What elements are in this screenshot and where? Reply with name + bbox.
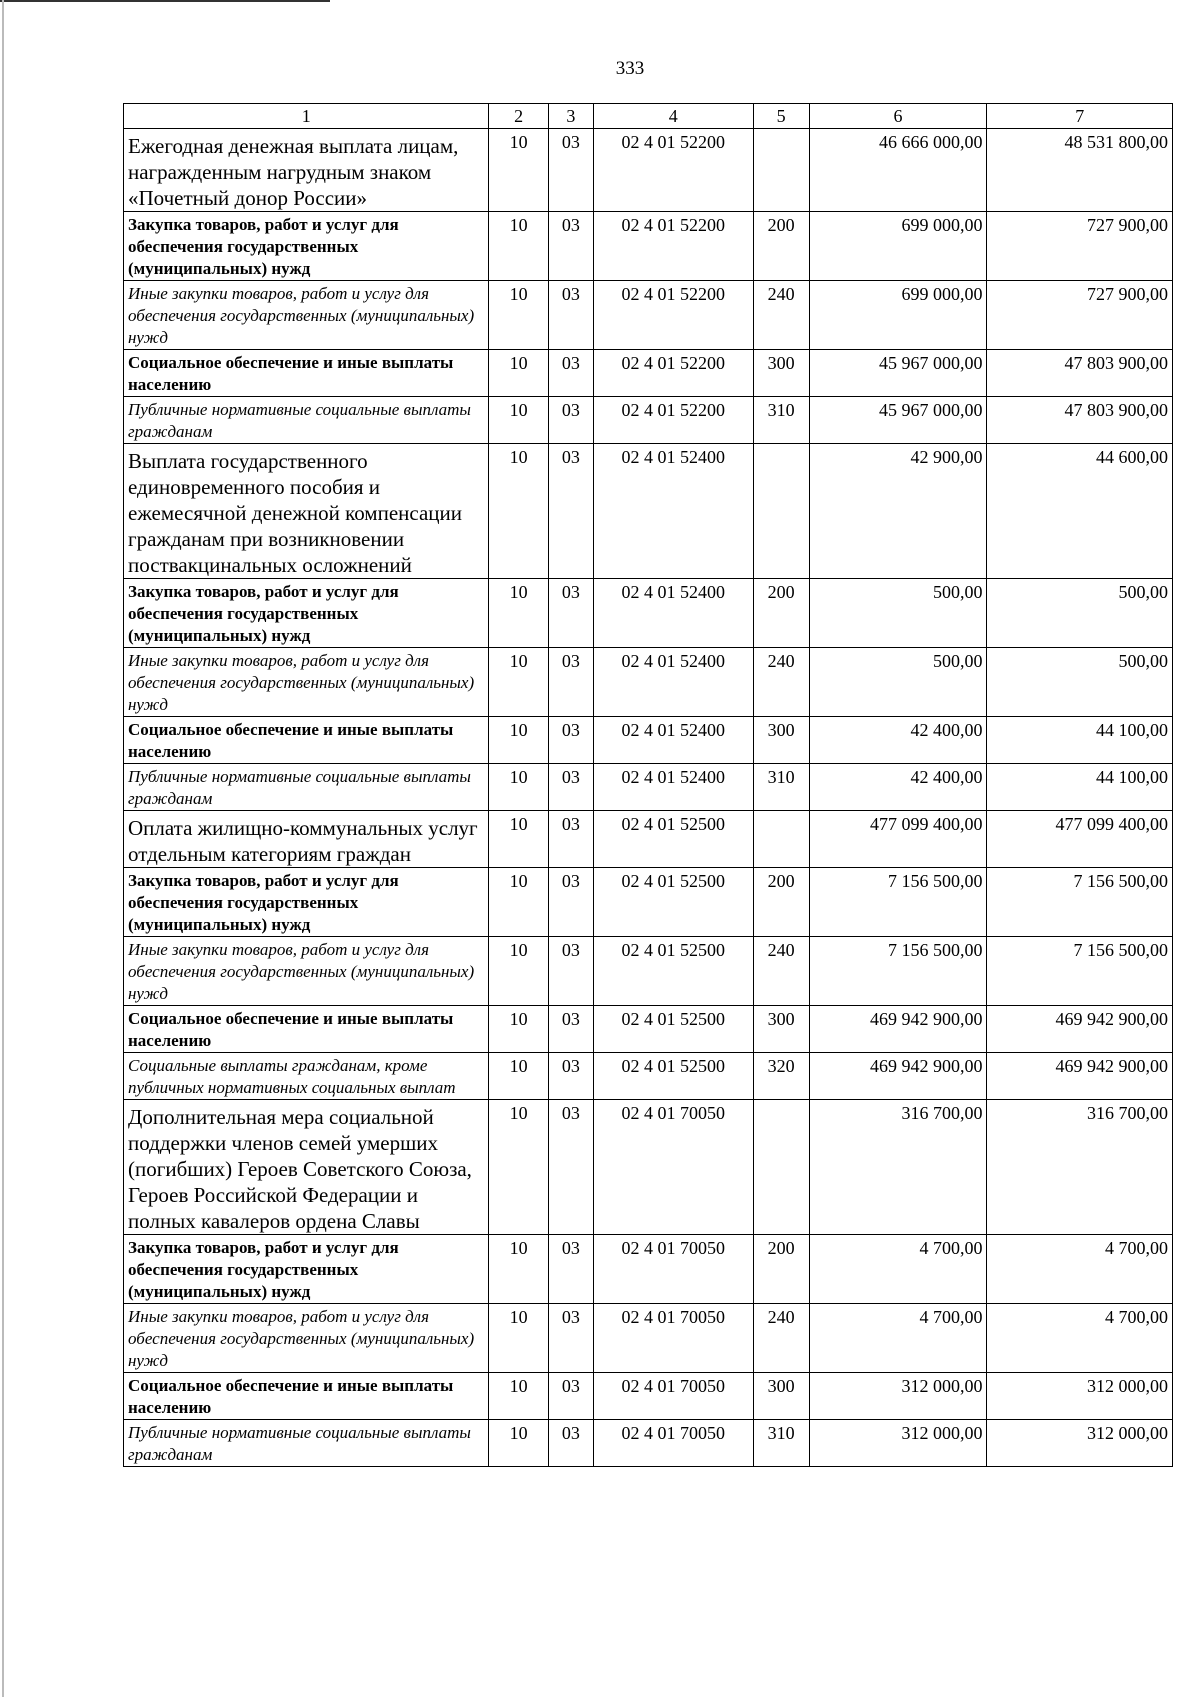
section-code-cell: 10 bbox=[489, 281, 548, 350]
amount-year1-cell: 45 967 000,00 bbox=[809, 350, 987, 397]
amount-year1-cell: 699 000,00 bbox=[809, 212, 987, 281]
amount-year2-cell: 500,00 bbox=[987, 648, 1173, 717]
expense-type-cell: 240 bbox=[753, 281, 809, 350]
expense-type-cell: 240 bbox=[753, 937, 809, 1006]
row-name-cell: Оплата жилищно-коммунальных услуг отдельным категориям граждан bbox=[124, 811, 489, 868]
expense-type-cell: 200 bbox=[753, 579, 809, 648]
section-code-cell: 10 bbox=[489, 1235, 548, 1304]
subsection-code-cell: 03 bbox=[548, 717, 593, 764]
expense-type-cell: 320 bbox=[753, 1053, 809, 1100]
section-code-cell: 10 bbox=[489, 868, 548, 937]
table-row bbox=[124, 281, 1173, 350]
table-row bbox=[124, 1304, 1173, 1373]
section-code-cell: 10 bbox=[489, 1373, 548, 1420]
row-name-cell: Социальное обеспечение и иные выплаты населению bbox=[124, 1373, 489, 1420]
row-name-cell: Публичные нормативные социальные выплаты гражданам bbox=[124, 397, 489, 444]
amount-year1-cell: 7 156 500,00 bbox=[809, 868, 987, 937]
amount-year1-cell: 500,00 bbox=[809, 648, 987, 717]
row-name-cell: Закупка товаров, работ и услуг для обеспечения государственных (муниципальных) нужд bbox=[124, 579, 489, 648]
amount-year1-cell: 42 400,00 bbox=[809, 717, 987, 764]
section-code-cell: 10 bbox=[489, 397, 548, 444]
row-name-cell: Социальное обеспечение и иные выплаты населению bbox=[124, 717, 489, 764]
amount-year1-cell: 42 900,00 bbox=[809, 444, 987, 579]
expense-type-cell: 300 bbox=[753, 1006, 809, 1053]
section-code-cell: 10 bbox=[489, 937, 548, 1006]
amount-year2-cell: 4 700,00 bbox=[987, 1304, 1173, 1373]
column-header: 3 bbox=[548, 104, 593, 129]
table-row bbox=[124, 717, 1173, 764]
column-header: 6 bbox=[809, 104, 987, 129]
subsection-code-cell: 03 bbox=[548, 1304, 593, 1373]
target-article-cell: 02 4 01 52500 bbox=[594, 1006, 754, 1053]
table-row bbox=[124, 1006, 1173, 1053]
table-row bbox=[124, 1100, 1173, 1235]
subsection-code-cell: 03 bbox=[548, 212, 593, 281]
expense-type-cell: 200 bbox=[753, 1235, 809, 1304]
table-row bbox=[124, 397, 1173, 444]
section-code-cell: 10 bbox=[489, 1304, 548, 1373]
expense-type-cell: 200 bbox=[753, 868, 809, 937]
target-article-cell: 02 4 01 52200 bbox=[594, 281, 754, 350]
scan-edge-left bbox=[2, 0, 4, 1697]
amount-year2-cell: 47 803 900,00 bbox=[987, 397, 1173, 444]
table-row bbox=[124, 129, 1173, 212]
amount-year2-cell: 4 700,00 bbox=[987, 1235, 1173, 1304]
row-name-cell: Закупка товаров, работ и услуг для обеспечения государственных (муниципальных) нужд bbox=[124, 1235, 489, 1304]
expense-type-cell: 200 bbox=[753, 212, 809, 281]
row-name-cell: Ежегодная денежная выплата лицам, награжденным нагрудным знаком «Почетный донор России» bbox=[124, 129, 489, 212]
amount-year1-cell: 500,00 bbox=[809, 579, 987, 648]
amount-year2-cell: 727 900,00 bbox=[987, 281, 1173, 350]
section-code-cell: 10 bbox=[489, 350, 548, 397]
amount-year2-cell: 500,00 bbox=[987, 579, 1173, 648]
table-body bbox=[124, 129, 1173, 1467]
target-article-cell: 02 4 01 52500 bbox=[594, 811, 754, 868]
amount-year2-cell: 477 099 400,00 bbox=[987, 811, 1173, 868]
amount-year2-cell: 312 000,00 bbox=[987, 1420, 1173, 1467]
column-header: 7 bbox=[987, 104, 1173, 129]
table-row bbox=[124, 868, 1173, 937]
target-article-cell: 02 4 01 52500 bbox=[594, 868, 754, 937]
row-name-cell: Закупка товаров, работ и услуг для обеспечения государственных (муниципальных) нужд bbox=[124, 868, 489, 937]
table-row bbox=[124, 1373, 1173, 1420]
expense-type-cell: 310 bbox=[753, 397, 809, 444]
expense-type-cell: 300 bbox=[753, 1373, 809, 1420]
target-article-cell: 02 4 01 52200 bbox=[594, 350, 754, 397]
subsection-code-cell: 03 bbox=[548, 648, 593, 717]
section-code-cell: 10 bbox=[489, 1006, 548, 1053]
table-row bbox=[124, 1235, 1173, 1304]
column-header: 5 bbox=[753, 104, 809, 129]
amount-year1-cell: 42 400,00 bbox=[809, 764, 987, 811]
amount-year2-cell: 44 100,00 bbox=[987, 764, 1173, 811]
amount-year1-cell: 477 099 400,00 bbox=[809, 811, 987, 868]
target-article-cell: 02 4 01 52400 bbox=[594, 648, 754, 717]
amount-year1-cell: 45 967 000,00 bbox=[809, 397, 987, 444]
amount-year2-cell: 469 942 900,00 bbox=[987, 1006, 1173, 1053]
amount-year2-cell: 44 100,00 bbox=[987, 717, 1173, 764]
target-article-cell: 02 4 01 52500 bbox=[594, 937, 754, 1006]
subsection-code-cell: 03 bbox=[548, 129, 593, 212]
amount-year1-cell: 469 942 900,00 bbox=[809, 1053, 987, 1100]
budget-table bbox=[123, 103, 1173, 1467]
table-row bbox=[124, 212, 1173, 281]
amount-year2-cell: 316 700,00 bbox=[987, 1100, 1173, 1235]
row-name-cell: Иные закупки товаров, работ и услуг для обеспечения государственных (муниципальных) нужд bbox=[124, 1304, 489, 1373]
amount-year2-cell: 48 531 800,00 bbox=[987, 129, 1173, 212]
target-article-cell: 02 4 01 70050 bbox=[594, 1373, 754, 1420]
target-article-cell: 02 4 01 52400 bbox=[594, 444, 754, 579]
expense-type-cell: 300 bbox=[753, 350, 809, 397]
target-article-cell: 02 4 01 52200 bbox=[594, 397, 754, 444]
subsection-code-cell: 03 bbox=[548, 937, 593, 1006]
row-name-cell: Публичные нормативные социальные выплаты гражданам bbox=[124, 764, 489, 811]
subsection-code-cell: 03 bbox=[548, 350, 593, 397]
expense-type-cell bbox=[753, 129, 809, 212]
table-row bbox=[124, 764, 1173, 811]
expense-type-cell: 310 bbox=[753, 764, 809, 811]
table-row bbox=[124, 444, 1173, 579]
target-article-cell: 02 4 01 52200 bbox=[594, 129, 754, 212]
subsection-code-cell: 03 bbox=[548, 1235, 593, 1304]
subsection-code-cell: 03 bbox=[548, 1100, 593, 1235]
section-code-cell: 10 bbox=[489, 212, 548, 281]
section-code-cell: 10 bbox=[489, 1420, 548, 1467]
expense-type-cell bbox=[753, 1100, 809, 1235]
amount-year1-cell: 312 000,00 bbox=[809, 1373, 987, 1420]
row-name-cell: Иные закупки товаров, работ и услуг для обеспечения государственных (муниципальных) нужд bbox=[124, 648, 489, 717]
target-article-cell: 02 4 01 52400 bbox=[594, 764, 754, 811]
amount-year2-cell: 7 156 500,00 bbox=[987, 937, 1173, 1006]
target-article-cell: 02 4 01 70050 bbox=[594, 1304, 754, 1373]
subsection-code-cell: 03 bbox=[548, 1420, 593, 1467]
expense-type-cell: 240 bbox=[753, 1304, 809, 1373]
amount-year1-cell: 316 700,00 bbox=[809, 1100, 987, 1235]
expense-type-cell bbox=[753, 444, 809, 579]
amount-year2-cell: 47 803 900,00 bbox=[987, 350, 1173, 397]
target-article-cell: 02 4 01 70050 bbox=[594, 1420, 754, 1467]
target-article-cell: 02 4 01 70050 bbox=[594, 1100, 754, 1235]
section-code-cell: 10 bbox=[489, 444, 548, 579]
section-code-cell: 10 bbox=[489, 579, 548, 648]
section-code-cell: 10 bbox=[489, 764, 548, 811]
section-code-cell: 10 bbox=[489, 129, 548, 212]
target-article-cell: 02 4 01 52400 bbox=[594, 717, 754, 764]
row-name-cell: Дополнительная мера социальной поддержки членов семей умерших (погибших) Героев Советского Союза, Героев Российской Федерации и полных кавалеров ордена Славы bbox=[124, 1100, 489, 1235]
table-row bbox=[124, 811, 1173, 868]
section-code-cell: 10 bbox=[489, 717, 548, 764]
row-name-cell: Социальное обеспечение и иные выплаты населению bbox=[124, 350, 489, 397]
column-header: 2 bbox=[489, 104, 548, 129]
amount-year1-cell: 7 156 500,00 bbox=[809, 937, 987, 1006]
section-code-cell: 10 bbox=[489, 1053, 548, 1100]
amount-year1-cell: 4 700,00 bbox=[809, 1304, 987, 1373]
table-row bbox=[124, 1420, 1173, 1467]
subsection-code-cell: 03 bbox=[548, 868, 593, 937]
amount-year2-cell: 312 000,00 bbox=[987, 1373, 1173, 1420]
amount-year2-cell: 44 600,00 bbox=[987, 444, 1173, 579]
scan-edge-top bbox=[0, 0, 330, 2]
section-code-cell: 10 bbox=[489, 811, 548, 868]
amount-year1-cell: 46 666 000,00 bbox=[809, 129, 987, 212]
row-name-cell: Иные закупки товаров, работ и услуг для обеспечения государственных (муниципальных) нужд bbox=[124, 281, 489, 350]
row-name-cell: Публичные нормативные социальные выплаты гражданам bbox=[124, 1420, 489, 1467]
column-header: 4 bbox=[594, 104, 754, 129]
table-row bbox=[124, 937, 1173, 1006]
subsection-code-cell: 03 bbox=[548, 764, 593, 811]
amount-year2-cell: 727 900,00 bbox=[987, 212, 1173, 281]
expense-type-cell: 240 bbox=[753, 648, 809, 717]
table-row bbox=[124, 1053, 1173, 1100]
table-row bbox=[124, 350, 1173, 397]
subsection-code-cell: 03 bbox=[548, 444, 593, 579]
row-name-cell: Закупка товаров, работ и услуг для обеспечения государственных (муниципальных) нужд bbox=[124, 212, 489, 281]
subsection-code-cell: 03 bbox=[548, 1053, 593, 1100]
table-row bbox=[124, 579, 1173, 648]
row-name-cell: Социальные выплаты гражданам, кроме публичных нормативных социальных выплат bbox=[124, 1053, 489, 1100]
subsection-code-cell: 03 bbox=[548, 281, 593, 350]
amount-year1-cell: 699 000,00 bbox=[809, 281, 987, 350]
section-code-cell: 10 bbox=[489, 1100, 548, 1235]
subsection-code-cell: 03 bbox=[548, 811, 593, 868]
expense-type-cell: 300 bbox=[753, 717, 809, 764]
table-row bbox=[124, 648, 1173, 717]
section-code-cell: 10 bbox=[489, 648, 548, 717]
row-name-cell: Выплата государственного единовременного пособия и ежемесячной денежной компенсации гражданам при возникновении поствакцинальных осложнений bbox=[124, 444, 489, 579]
amount-year2-cell: 469 942 900,00 bbox=[987, 1053, 1173, 1100]
table-header-row bbox=[124, 104, 1173, 129]
target-article-cell: 02 4 01 70050 bbox=[594, 1235, 754, 1304]
target-article-cell: 02 4 01 52200 bbox=[594, 212, 754, 281]
expense-type-cell: 310 bbox=[753, 1420, 809, 1467]
subsection-code-cell: 03 bbox=[548, 579, 593, 648]
amount-year1-cell: 4 700,00 bbox=[809, 1235, 987, 1304]
subsection-code-cell: 03 bbox=[548, 397, 593, 444]
target-article-cell: 02 4 01 52500 bbox=[594, 1053, 754, 1100]
expense-type-cell bbox=[753, 811, 809, 868]
subsection-code-cell: 03 bbox=[548, 1373, 593, 1420]
row-name-cell: Иные закупки товаров, работ и услуг для обеспечения государственных (муниципальных) нужд bbox=[124, 937, 489, 1006]
column-header: 1 bbox=[124, 104, 489, 129]
page-number: 333 bbox=[615, 58, 645, 79]
amount-year2-cell: 7 156 500,00 bbox=[987, 868, 1173, 937]
amount-year1-cell: 469 942 900,00 bbox=[809, 1006, 987, 1053]
amount-year1-cell: 312 000,00 bbox=[809, 1420, 987, 1467]
subsection-code-cell: 03 bbox=[548, 1006, 593, 1053]
row-name-cell: Социальное обеспечение и иные выплаты населению bbox=[124, 1006, 489, 1053]
target-article-cell: 02 4 01 52400 bbox=[594, 579, 754, 648]
